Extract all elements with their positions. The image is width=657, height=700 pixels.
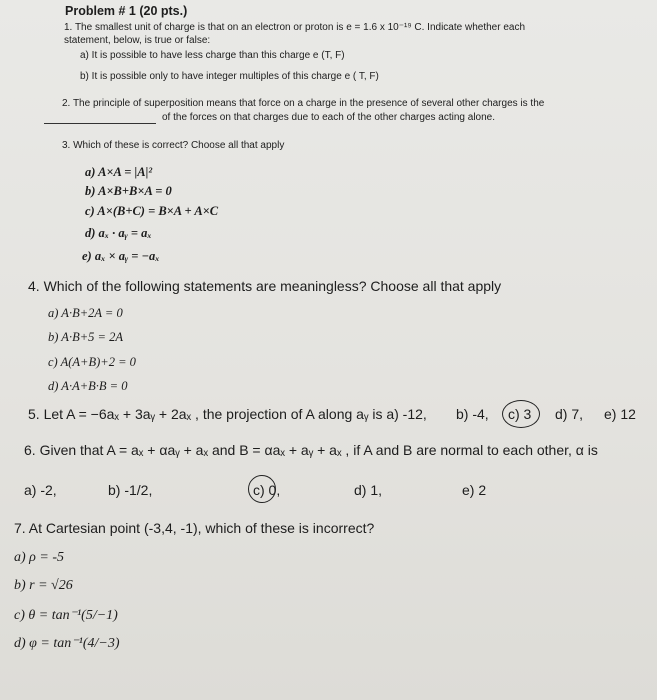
q5-option-e: e) 12 xyxy=(604,406,636,422)
q7-stem: 7. At Cartesian point (-3,4, -1), which of these is incorrect? xyxy=(14,520,375,536)
q2-line2-text: of the forces on that charges due to each of the other charges acting alone. xyxy=(162,112,495,123)
q1-option-b: b) It is possible only to have integer multiples of this charge e ( T, F) xyxy=(80,71,379,82)
q6-option-d: d) 1, xyxy=(354,482,383,498)
q3-option-a: a) A×A = |A|² xyxy=(85,165,153,179)
q5-option-c: c) 3 xyxy=(508,406,532,422)
q6-option-b: b) -1/2, xyxy=(108,482,153,498)
q6-option-c: c) 0, xyxy=(253,482,281,498)
q3-stem: 3. Which of these is correct? Choose all that apply xyxy=(62,140,285,151)
q3-option-e: e) aₓ × aᵧ = −aₓ xyxy=(82,249,160,263)
problem-title: Problem # 1 (20 pts.) xyxy=(65,4,188,18)
q6-option-a: a) -2, xyxy=(24,482,57,498)
q1-line1: 1. The smallest unit of charge is that on an electron or proton is e = 1.6 x 10⁻¹⁹ C. Indicate whether each xyxy=(64,22,526,33)
q5-option-d: d) 7, xyxy=(555,406,584,422)
q7-option-d: d) φ = tan⁻¹(4/−3) xyxy=(14,636,120,651)
q4-option-c: c) A(A+B)+2 = 0 xyxy=(48,355,136,369)
q5-text: 5. Let A = −6aₓ + 3aᵧ + 2aₓ , the projection of A along aᵧ is a) -12, xyxy=(28,406,427,422)
q4-option-b: b) A·B+5 = 2A xyxy=(48,330,123,344)
q3-option-d: d) aₓ · aᵧ = aₓ xyxy=(85,226,152,240)
q4-option-d: d) A·A+B·B = 0 xyxy=(48,379,128,393)
q7-option-c: c) θ = tan⁻¹(5/−1) xyxy=(14,608,118,623)
q2-line2 xyxy=(44,112,495,124)
q6-text: 6. Given that A = aₓ + αaᵧ + aₓ and B = αaₓ + aᵧ + aₓ , if A and B are normal to each other, α is xyxy=(24,442,598,458)
answer-circle-mark xyxy=(248,475,276,503)
q6-option-e: e) 2 xyxy=(462,482,487,498)
q7-option-b: b) r = √26 xyxy=(14,578,73,593)
q5-option-b: b) -4, xyxy=(456,406,489,422)
q3-option-c: c) A×(B+C) = B×A + A×C xyxy=(85,204,219,218)
answer-blank xyxy=(44,113,156,124)
q4-stem: 4. Which of the following statements are meaningless? Choose all that apply xyxy=(28,278,502,294)
q1-line2: statement, below, is true or false: xyxy=(64,35,211,46)
q7-option-a: a) ρ = -5 xyxy=(14,550,64,565)
q4-option-a: a) A·B+2A = 0 xyxy=(48,306,123,320)
answer-circle-mark xyxy=(502,400,540,428)
q3-option-b: b) A×B+B×A = 0 xyxy=(85,184,172,198)
q1-option-a: a) It is possible to have less charge than this charge e (T, F) xyxy=(80,50,345,61)
q2-line1: 2. The principle of superposition means that force on a charge in the presence of several other charges is the xyxy=(62,98,545,109)
